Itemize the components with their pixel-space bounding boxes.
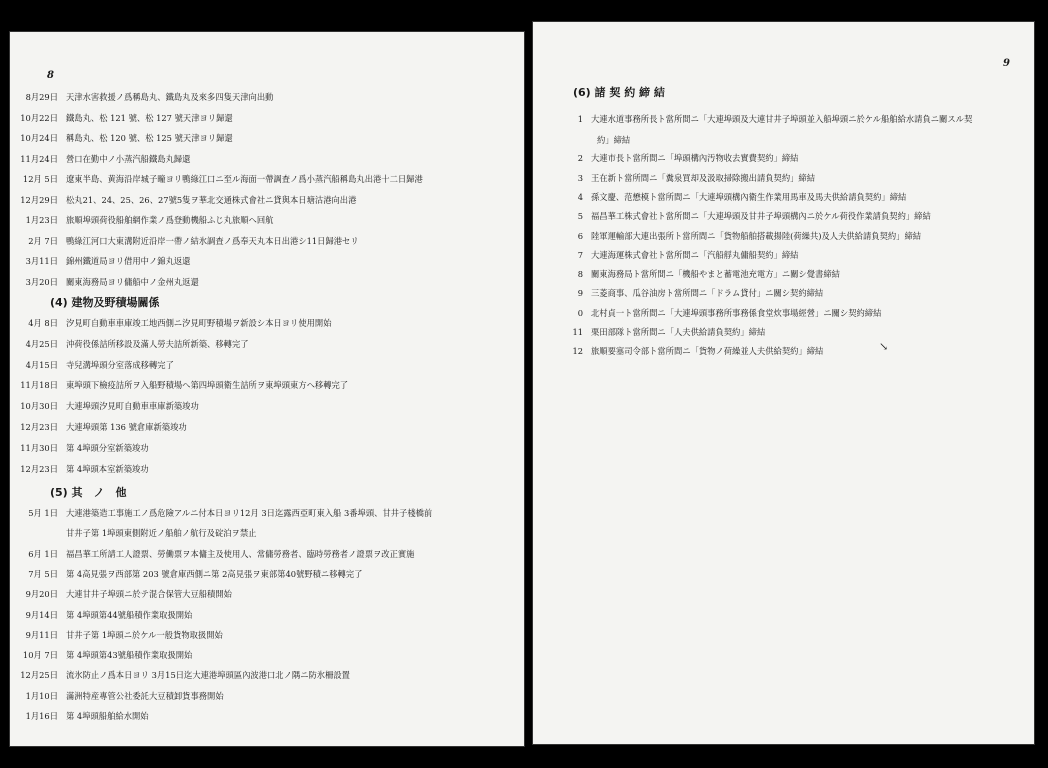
entry-date: 3月11日 [25,256,58,266]
contract-text: 陸軍運輸部大連出張所ト當所間ニ「貨物船舶搭載揚陸(荷繰共)及人夫供給請負契約」締結 [591,230,922,241]
entry-date: 12月29日 [20,194,58,205]
list-item [20,650,192,660]
contract-text: 旅順要塞司令部ト當所間ニ「貨物ノ荷繰並人夫供給契約」締結 [591,346,824,357]
entry-date: 1月16日 [25,711,58,721]
entry-text: 鴨綠江河口大東溝附近沿岸一帶ノ結氷調査ノ爲奉天丸本日出港シ11日歸港セリ [66,235,359,246]
list-item [20,589,232,599]
contract-item [563,153,798,163]
list-item [20,569,362,579]
contract-item [563,288,823,298]
entry-date: 12月 5日 [22,174,58,184]
entry-text: 滿洲特産專管公社委託大豆積卸貨事務開始 [66,690,224,701]
list-item [20,528,256,538]
list-item [20,630,223,640]
entry-text: 第 4埠頭船舶給水開始 [66,711,149,721]
contract-item [563,231,921,241]
entry-text: 寺兒溝埠頭分室落成移轉完了 [66,359,174,370]
entry-date: 8月29日 [25,92,58,102]
entry-text: 第 4埠頭第43號船積作業取扱開始 [66,650,193,661]
entry-date: 7月 5日 [28,568,58,579]
entry-date: 10月24日 [20,133,58,143]
pen-mark-icon: ↘ [879,340,889,353]
entry-date: 4月25日 [25,338,58,349]
list-item [20,401,199,411]
entry-text: 關東海務局ヨリ傭船中ノ金州丸返還 [66,276,199,287]
entry-date: 11月24日 [20,153,58,164]
entry-text: 大連埠頭第 136 號倉庫新築竣功 [66,422,187,432]
entry-text: 沖荷役係詰所移設及滿人勞夫詰所新築、移轉完了 [66,338,249,349]
contract-text: 孫文慶、范懋模ト當所間ニ「大連埠頭構內衛生作業用馬車及馬夫供給請負契約」締結 [591,191,907,202]
entry-date: 10月 7日 [22,650,58,661]
entry-text: 汐見町自動車車庫竣工地西側ニ汐見町野積場ヲ新設シ本日ヨリ使用開始 [66,318,332,328]
entry-text: 第 4埠頭第44號船積作業取扱開始 [66,609,193,620]
list-item [20,215,273,225]
entry-date: 10月22日 [20,112,58,123]
contract-number: 5 [577,211,583,222]
contract-item [563,211,931,221]
list-item [20,711,149,721]
list-item [20,610,192,620]
entry-text: 稱島丸、松 120 號、松 125 號天津ヨリ歸還 [66,133,233,143]
contract-number: 4 [577,191,583,202]
list-item [20,277,199,287]
entry-date: 1月10日 [25,690,58,701]
contract-item [563,114,972,124]
entry-text: 錦州鐵道局ヨリ借用中ノ錦丸返還 [66,256,191,266]
entry-date: 4月 8日 [28,318,58,328]
entry-date: 2月 7日 [28,235,58,246]
entry-text: 福昌華工所請工人證票、勞働票ヲ本傭主及使用人、常傭勞務者、臨時勞務者ノ證票ヲ改正實施 [66,548,415,559]
list-item [20,92,273,102]
entry-date: 9月11日 [25,629,58,640]
contract-number: 3 [577,172,583,183]
list-item [20,236,359,246]
contract-number: 0 [577,307,583,318]
entry-date: 6月 1日 [28,548,58,559]
list-item [20,508,432,518]
page-number: 9 [1003,58,1010,69]
entry-date: 12月23日 [20,463,58,474]
list-item [20,670,350,680]
entry-text: 第 4埠頭本室新築竣功 [66,463,149,474]
contract-item [563,308,881,318]
entry-date: 11月18日 [20,380,58,391]
entry-date: 9月14日 [25,609,58,620]
entry-date: 3月20日 [25,276,58,287]
entry-text: 大連埠頭汐見町自動車車庫新築竣功 [66,401,199,412]
section-4-heading: (4) 建物及野積場關係 [50,296,160,309]
contract-text: 關東海務局ト當所間ニ「機船やまと蓄電池充電方」ニ關シ覺書締結 [591,269,840,280]
entry-date: 11月30日 [20,442,58,453]
contract-item [563,173,815,183]
contract-item [563,192,906,202]
list-item [20,422,187,432]
list-item [20,174,423,184]
entry-text: 鐵島丸、松 121 號、松 127 號天津ヨリ歸還 [66,112,233,123]
entry-text: 旅順埠頭荷役船舶網作業ノ爲登動機船ふじ丸旅順へ回航 [66,215,274,225]
entry-text: 大連港築造工事施工ノ爲危險アルニ付本日ヨリ12月 3日迄露西亞町東入船 3番埠頭、甘井子棧橋前 [66,508,433,518]
entry-text: 遼東半島、黄海沿岸城子疃ヨリ鴨綠江口ニ至ル海面一帶調査ノ爲小蒸汽船稱島丸出港十二日歸港 [66,174,423,184]
list-item [20,443,149,453]
contract-number: 2 [577,153,583,164]
list-item [20,360,174,370]
entry-text: 第 4高見張ヲ西部第 203 號倉庫西側ニ第 2高見張ヲ東部第40號野積ニ移轉完了 [66,568,363,579]
list-item [20,549,414,559]
contract-text: 大連水道事務所長ト當所間ニ「大連埠頭及大連甘井子埠頭並入船埠頭ニ於ケル船舶給水請負ニ關スル契 [591,114,973,124]
page-number: 8 [47,70,54,81]
entry-date: 12月23日 [20,422,58,432]
contract-item [563,346,823,356]
list-item [20,195,356,205]
section-5-heading: (5) 其 ノ 他 [50,486,127,499]
section-6-heading: (6) 諸 契 約 締 結 [573,86,665,99]
entry-text: 第 4埠頭分室新築竣功 [66,442,149,453]
entry-text: 大連甘井子埠頭ニ於テ混合保管大豆船積開始 [66,589,232,600]
contract-text: 大連海運株式會社ト當所間ニ「汽船艀丸傭船契約」締結 [591,249,799,260]
entry-text: 東埠頭下檢疫詰所ヲ入船野積場へ第四埠頭衛生詰所ヲ東埠頭東方へ移轉完了 [66,380,349,391]
entry-text: 流氷防止ノ爲本日ヨリ 3月15日迄大連港埠頭區內波港口北ノ隅ニ防氷柵設置 [66,670,350,681]
list-item [20,380,348,390]
entry-date: 9月20日 [25,589,58,600]
contract-number: 7 [577,249,583,260]
contract-number: 11 [572,327,583,337]
contract-text: 三菱商事、瓜谷油房ト當所間ニ「ドラム貸付」ニ關シ契約締結 [591,288,824,299]
entry-date: 1月23日 [25,215,58,225]
contract-text: 福昌華工株式會社ト當所間ニ「大連埠頭及甘井子埠頭構內ニ於ケル荷役作業請負契約」締結 [591,211,931,222]
contract-number: 6 [577,230,583,241]
list-item [20,318,332,328]
left-page [10,32,524,746]
contract-number: 1 [577,114,583,124]
list-item [20,339,249,349]
contract-continuation: 約」締結 [597,135,631,145]
contract-number: 8 [577,269,583,280]
contract-text: 王在新ト當所間ニ「糞泉買却及汲取掃除搬出請負契約」締結 [591,172,816,183]
contract-number: 9 [577,288,583,299]
contract-item [563,250,798,260]
entry-date: 12月25日 [20,670,58,681]
entry-text: 營口在勤中ノ小蒸汽船鐵島丸歸還 [66,153,191,164]
entry-date: 10月30日 [20,401,58,412]
entry-date: 5月 1日 [28,508,58,518]
contract-number: 12 [572,346,583,357]
contract-item [563,327,765,337]
contract-text: 北村貞一ト當所間ニ「大連埠頭事務所事務係食堂炊事場經營」ニ關シ契約締結 [591,307,882,318]
contract-text: 大連市長ト當所間ニ「埠頭構內汚物收去實費契約」締結 [591,153,799,164]
contract-text: 栗田部隊ト當所間ニ「人夫供給請負契約」締結 [591,327,766,337]
entry-text: 甘井子第 1埠頭ニ於ケル一般貨物取扱開始 [66,629,223,640]
list-item [20,133,233,143]
entry-date: 4月15日 [25,359,58,370]
entry-text: 松丸21、24、25、26、27號5隻ヲ華北交通株式會社ニ貸與本日塘沽港向出港 [66,194,357,205]
entry-text: 天津水害救援ノ爲稱島丸、鐵島丸及來多四隻天津向出動 [66,92,274,102]
entry-text: 甘井子第 1埠頭東側附近ノ船舶ノ航行及碇泊ヲ禁止 [66,528,257,539]
list-item [20,256,190,266]
contract-item [563,269,840,279]
list-item [20,464,149,474]
list-item [20,154,190,164]
right-page [533,22,1034,744]
list-item [20,113,233,123]
list-item [20,691,224,701]
